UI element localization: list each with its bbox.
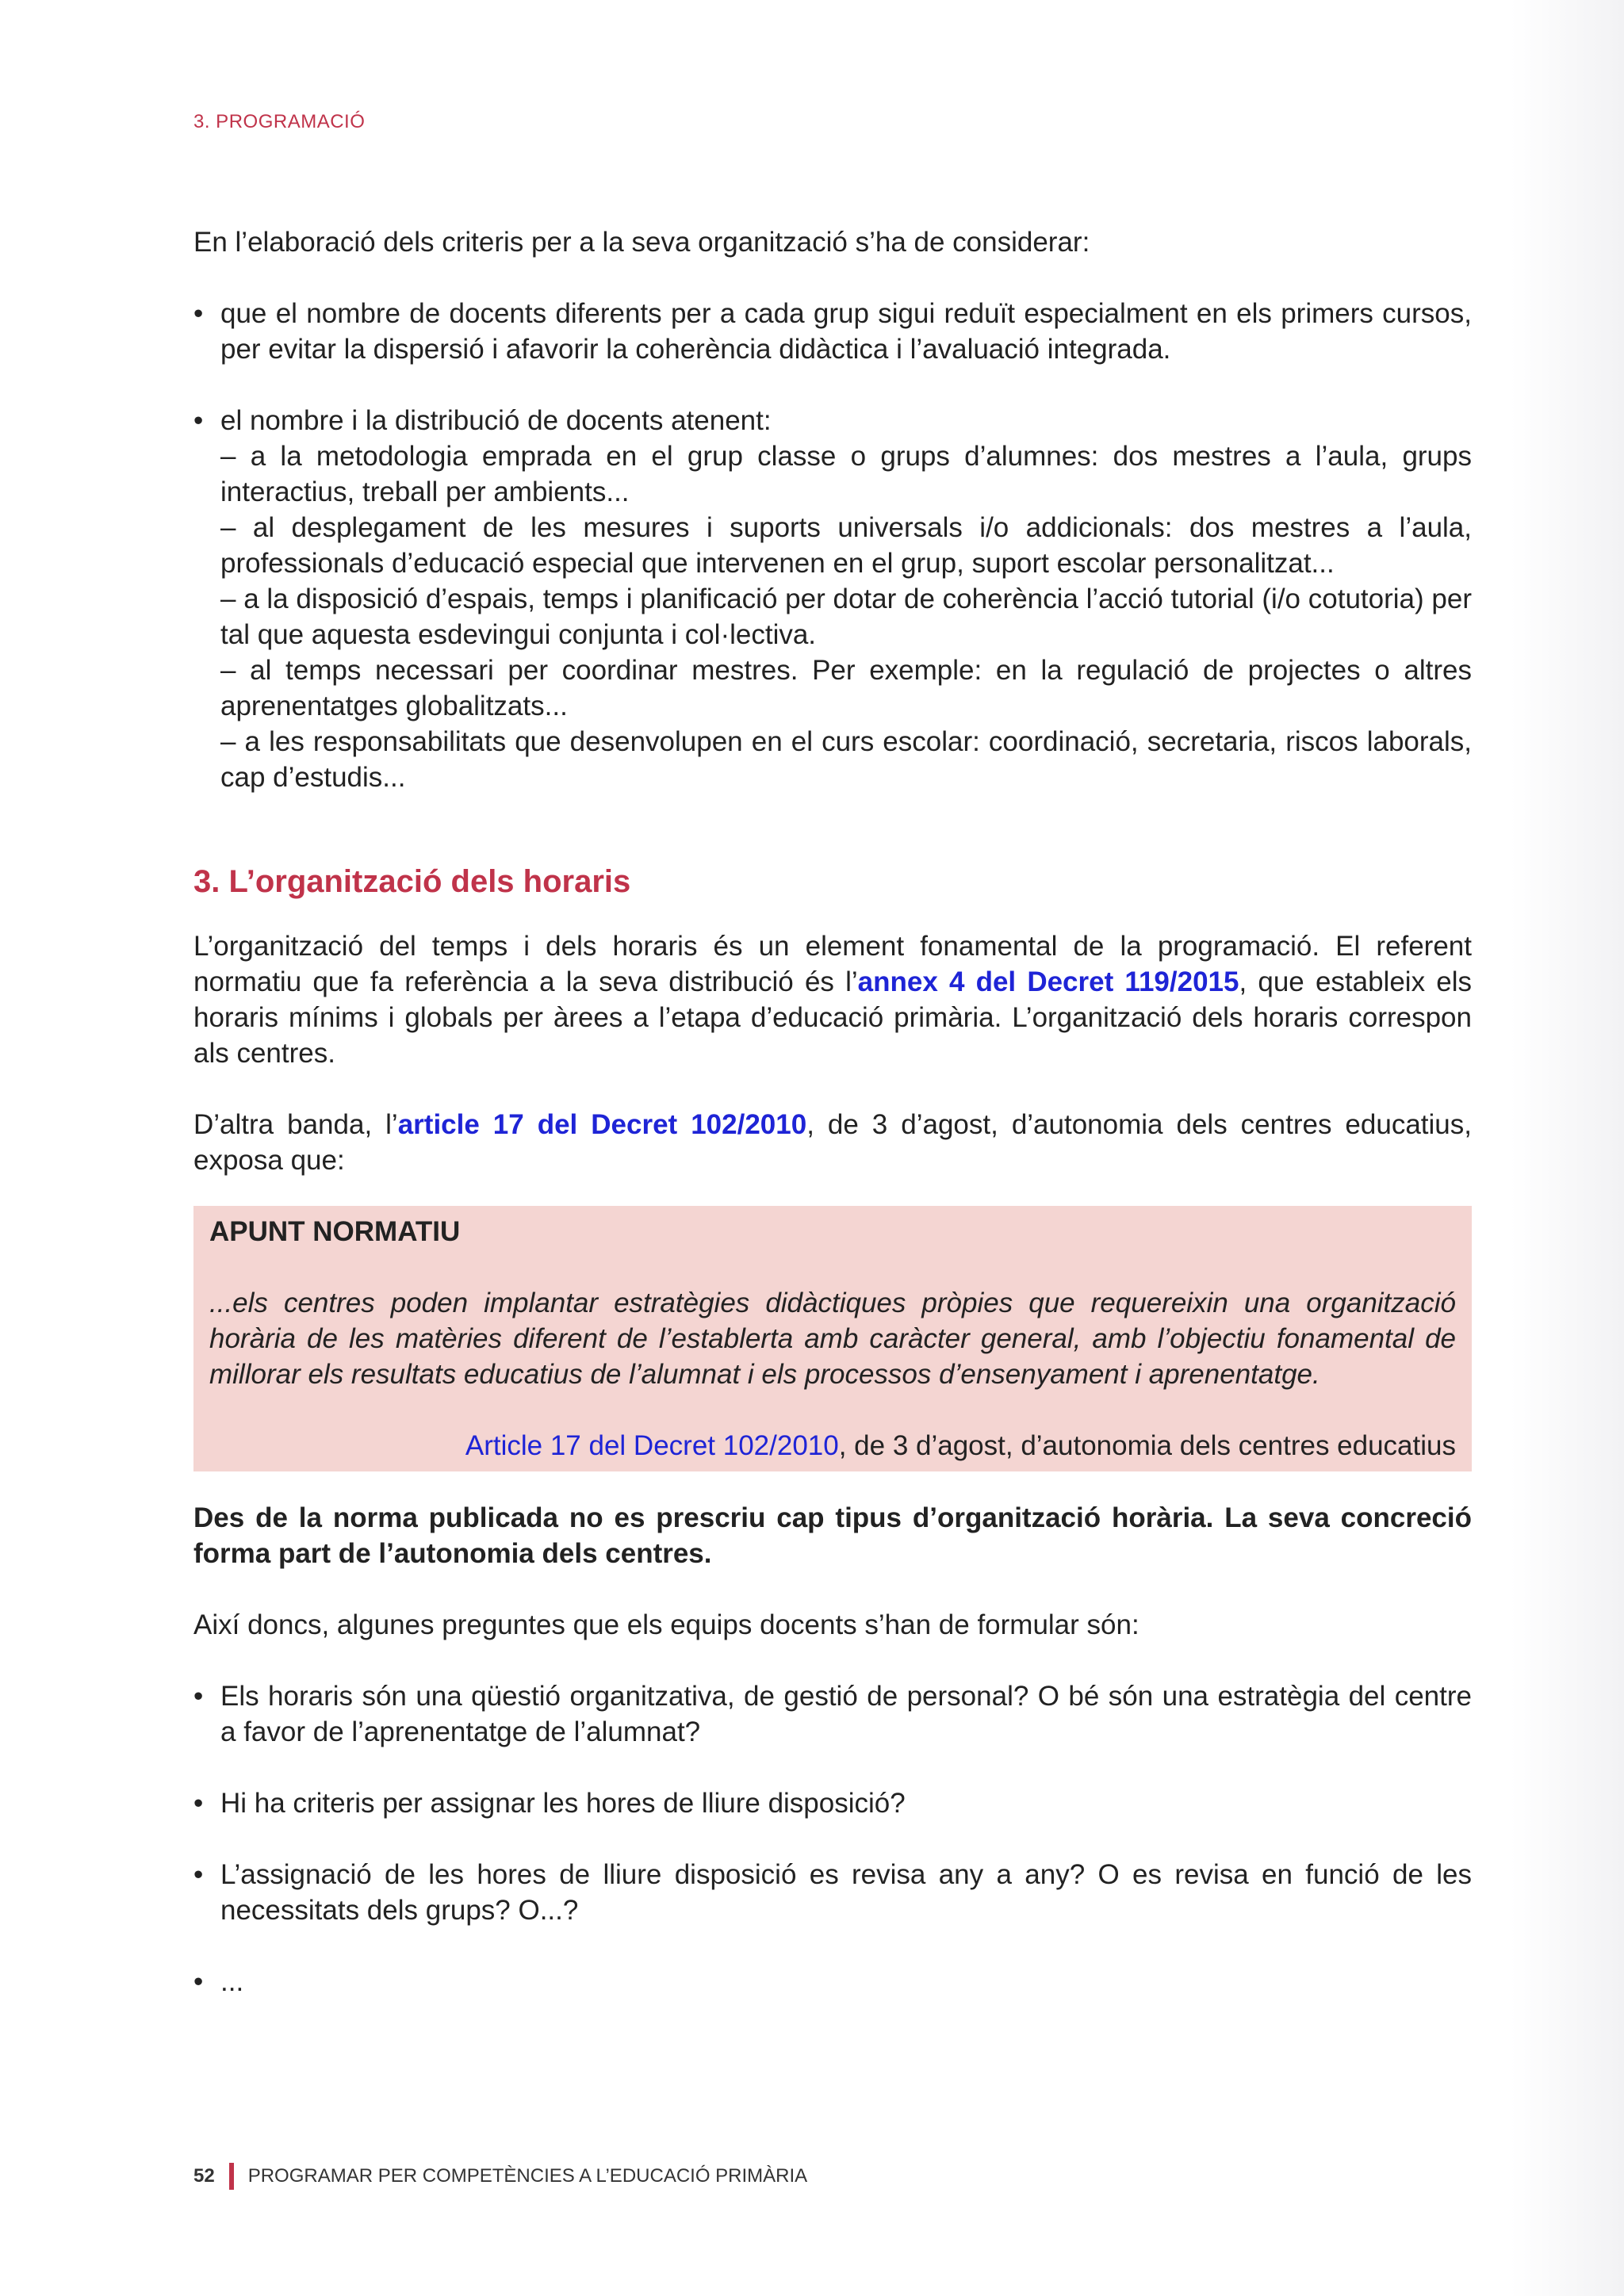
questions-intro: Així doncs, algunes preguntes que els equips docents s’han de formular són:	[193, 1609, 1139, 1640]
publication-title: PROGRAMAR PER COMPETÈNCIES A L’EDUCACIÓ PRIMÀRIA	[247, 2165, 808, 2187]
decret-119-link[interactable]: annex 4 del Decret 119/2015	[857, 966, 1239, 997]
callout-reference: Article 17 del Decret 102/2010, de 3 d’agost, d’autonomia dels centres educatius	[465, 1430, 1456, 1461]
running-header: 3. PROGRAMACIÓ	[193, 111, 366, 132]
sub-item: – al desplegament de les mesures i suports universals i/o addicionals: dos mestres a l’aula, professionals d’educació especial que intervenen en el grup, suport escolar personalitzat...	[220, 512, 1472, 579]
list-item: • Els horaris són una qüestió organitzativa, de gestió de personal? O bé són una estratègia del centre a favor de l’aprenentatge de l’alumnat?	[193, 1678, 1472, 1750]
bullet-icon: •	[193, 1859, 204, 1890]
bullet-icon: •	[193, 405, 204, 436]
list-item: • el nombre i la distribució de docents atenent: – a la metodologia emprada en el grup classe o grups d’alumnes: dos mestres a l’aula, grups interactius, treball per ambients... – al desplegament de les mesures i suports universals i/o addicionals: dos mestres a l’aula, professionals d’educació especial que intervenen en el grup, suport escolar personalitzat... – a la disposició d’espais, temps i planificació per dotar de coherència l’acció tutorial (i/o cotutoria) per tal que aquesta esdevingui conjunta i col·lectiva. – al temps necessari per coordinar mestres. Per exemple: en la regulació de projectes o altres aprenentatges globalitzats... – a les responsabilitats que desenvolupen en el curs escolar: coordinació, secretaria, riscos laborals, cap d’estudis...	[193, 403, 1472, 795]
page-content	[193, 224, 1472, 1999]
bullet-icon: •	[193, 298, 204, 329]
footer-divider	[229, 2163, 234, 2190]
bold-statement: Des de la norma publicada no es prescriu cap tipus d’organització horària. La seva concreció forma part de l’autonomia dels centres.	[193, 1502, 1472, 1569]
page-number: 52	[193, 2165, 215, 2187]
page-footer	[193, 2163, 807, 2190]
bullet-icon: •	[193, 1788, 204, 1819]
paragraph-horaris: L’organització del temps i dels horaris és un element fonamental de la programació. El referent normatiu que fa referència a la seva distribució és l’annex 4 del Decret 119/2015, que estableix els horaris mínims i globals per àrees a l’etapa d’educació primària. L’organització dels horaris correspon als centres.	[193, 931, 1472, 1069]
apunt-normatiu-box	[193, 1206, 1472, 1471]
bullet-icon: •	[193, 1681, 204, 1712]
bullet-icon: •	[193, 1966, 204, 1997]
callout-title: APUNT NORMATIU	[209, 1216, 461, 1247]
sub-item: – a la disposició d’espais, temps i planificació per dotar de coherència l’acció tutorial (i/o cotutoria) per tal que aquesta esdevingui conjunta i col·lectiva.	[220, 584, 1472, 650]
sub-item: – a les responsabilitats que desenvolupen en el curs escolar: coordinació, secretaria, riscos laborals, cap d’estudis...	[220, 726, 1472, 793]
list-item: • ...	[193, 1964, 1472, 1999]
callout-quote: ...els centres poden implantar estratègies didàctiques pròpies que requereixin una organització horària de les matèries diferent de l’establerta amb caràcter general, amb l’objectiu fonamental de millorar els resultats educatius de l’alumnat i els processos d’ensenyament i aprenentatge.	[209, 1288, 1456, 1390]
sub-item: – a la metodologia emprada en el grup classe o grups d’alumnes: dos mestres a l’aula, grups interactius, treball per ambients...	[220, 441, 1472, 507]
callout-decret-link[interactable]: Article 17 del Decret 102/2010	[465, 1430, 839, 1461]
list-item: • L’assignació de les hores de lliure disposició es revisa any a any? O es revisa en funció de les necessitats dels grups? O...?	[193, 1857, 1472, 1928]
decret-102-link[interactable]: article 17 del Decret 102/2010	[397, 1109, 807, 1140]
paragraph-article17: D’altra banda, l’article 17 del Decret 102/2010, de 3 d’agost, d’autonomia dels centres educatius, exposa que:	[193, 1109, 1472, 1176]
section-heading: 3. L’organització dels horaris	[193, 864, 631, 899]
intro-paragraph: En l’elaboració dels criteris per a la seva organització s’ha de considerar:	[193, 227, 1090, 258]
list-item: • que el nombre de docents diferents per a cada grup sigui reduït especialment en els primers cursos, per evitar la dispersió i afavorir la coherència didàctica i l’avaluació integrada.	[193, 296, 1472, 367]
list-item: • Hi ha criteris per assignar les hores de lliure disposició?	[193, 1785, 1472, 1821]
sub-item: – al temps necessari per coordinar mestres. Per exemple: en la regulació de projectes o altres aprenentatges globalitzats...	[220, 655, 1472, 721]
